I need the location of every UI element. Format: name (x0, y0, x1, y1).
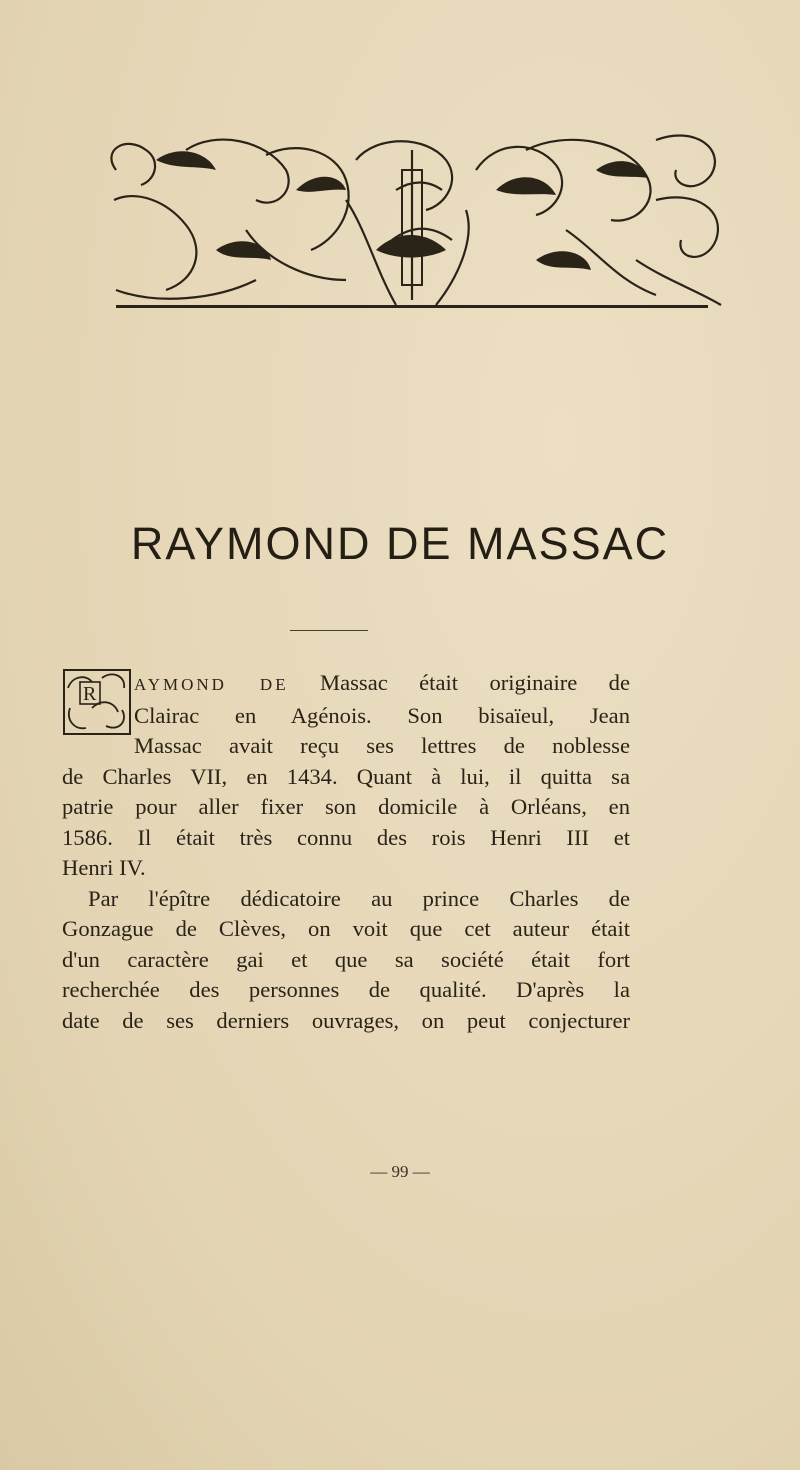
text-line: 1586. Il était très connu des rois Henri III et (62, 824, 630, 850)
ornamental-headpiece (96, 130, 728, 312)
body-text (62, 668, 630, 1036)
text-line: patrie pour aller fixer son domicile à Orléans, en (62, 794, 630, 819)
text-line: AYMOND DE Massac était originaire de (134, 670, 630, 695)
text-line: Massac avait reçu ses lettres de noblesse (134, 733, 630, 758)
text-line: Henri IV. (62, 855, 146, 880)
page-number: — 99 — (370, 1162, 430, 1181)
text-line: date de ses derniers ouvrages, on peut conjecturer (62, 1007, 630, 1033)
text-line: recherchée des personnes de qualité. D'après la (62, 977, 630, 1002)
title-rule (290, 630, 368, 631)
chapter-title: RAYMOND DE MASSAC (130, 518, 670, 569)
text-line: de Charles VII, en 1434. Quant à lui, il quitta sa (62, 763, 630, 789)
text-line: d'un caractère gai et que sa société était fort (62, 946, 630, 972)
dropcap-letter: R (83, 683, 97, 705)
text-line: Clairac en Agénois. Son bisaïeul, Jean (134, 702, 630, 728)
paragraph-2 (62, 884, 630, 1037)
opening-smallcaps: AYMOND DE (134, 675, 289, 694)
paragraph-1 (62, 668, 630, 884)
text-line: Par l'épître dédicatoire au prince Charles de (88, 885, 630, 911)
text-line: Gonzague de Clèves, on voit que cet auteur était (62, 916, 630, 941)
